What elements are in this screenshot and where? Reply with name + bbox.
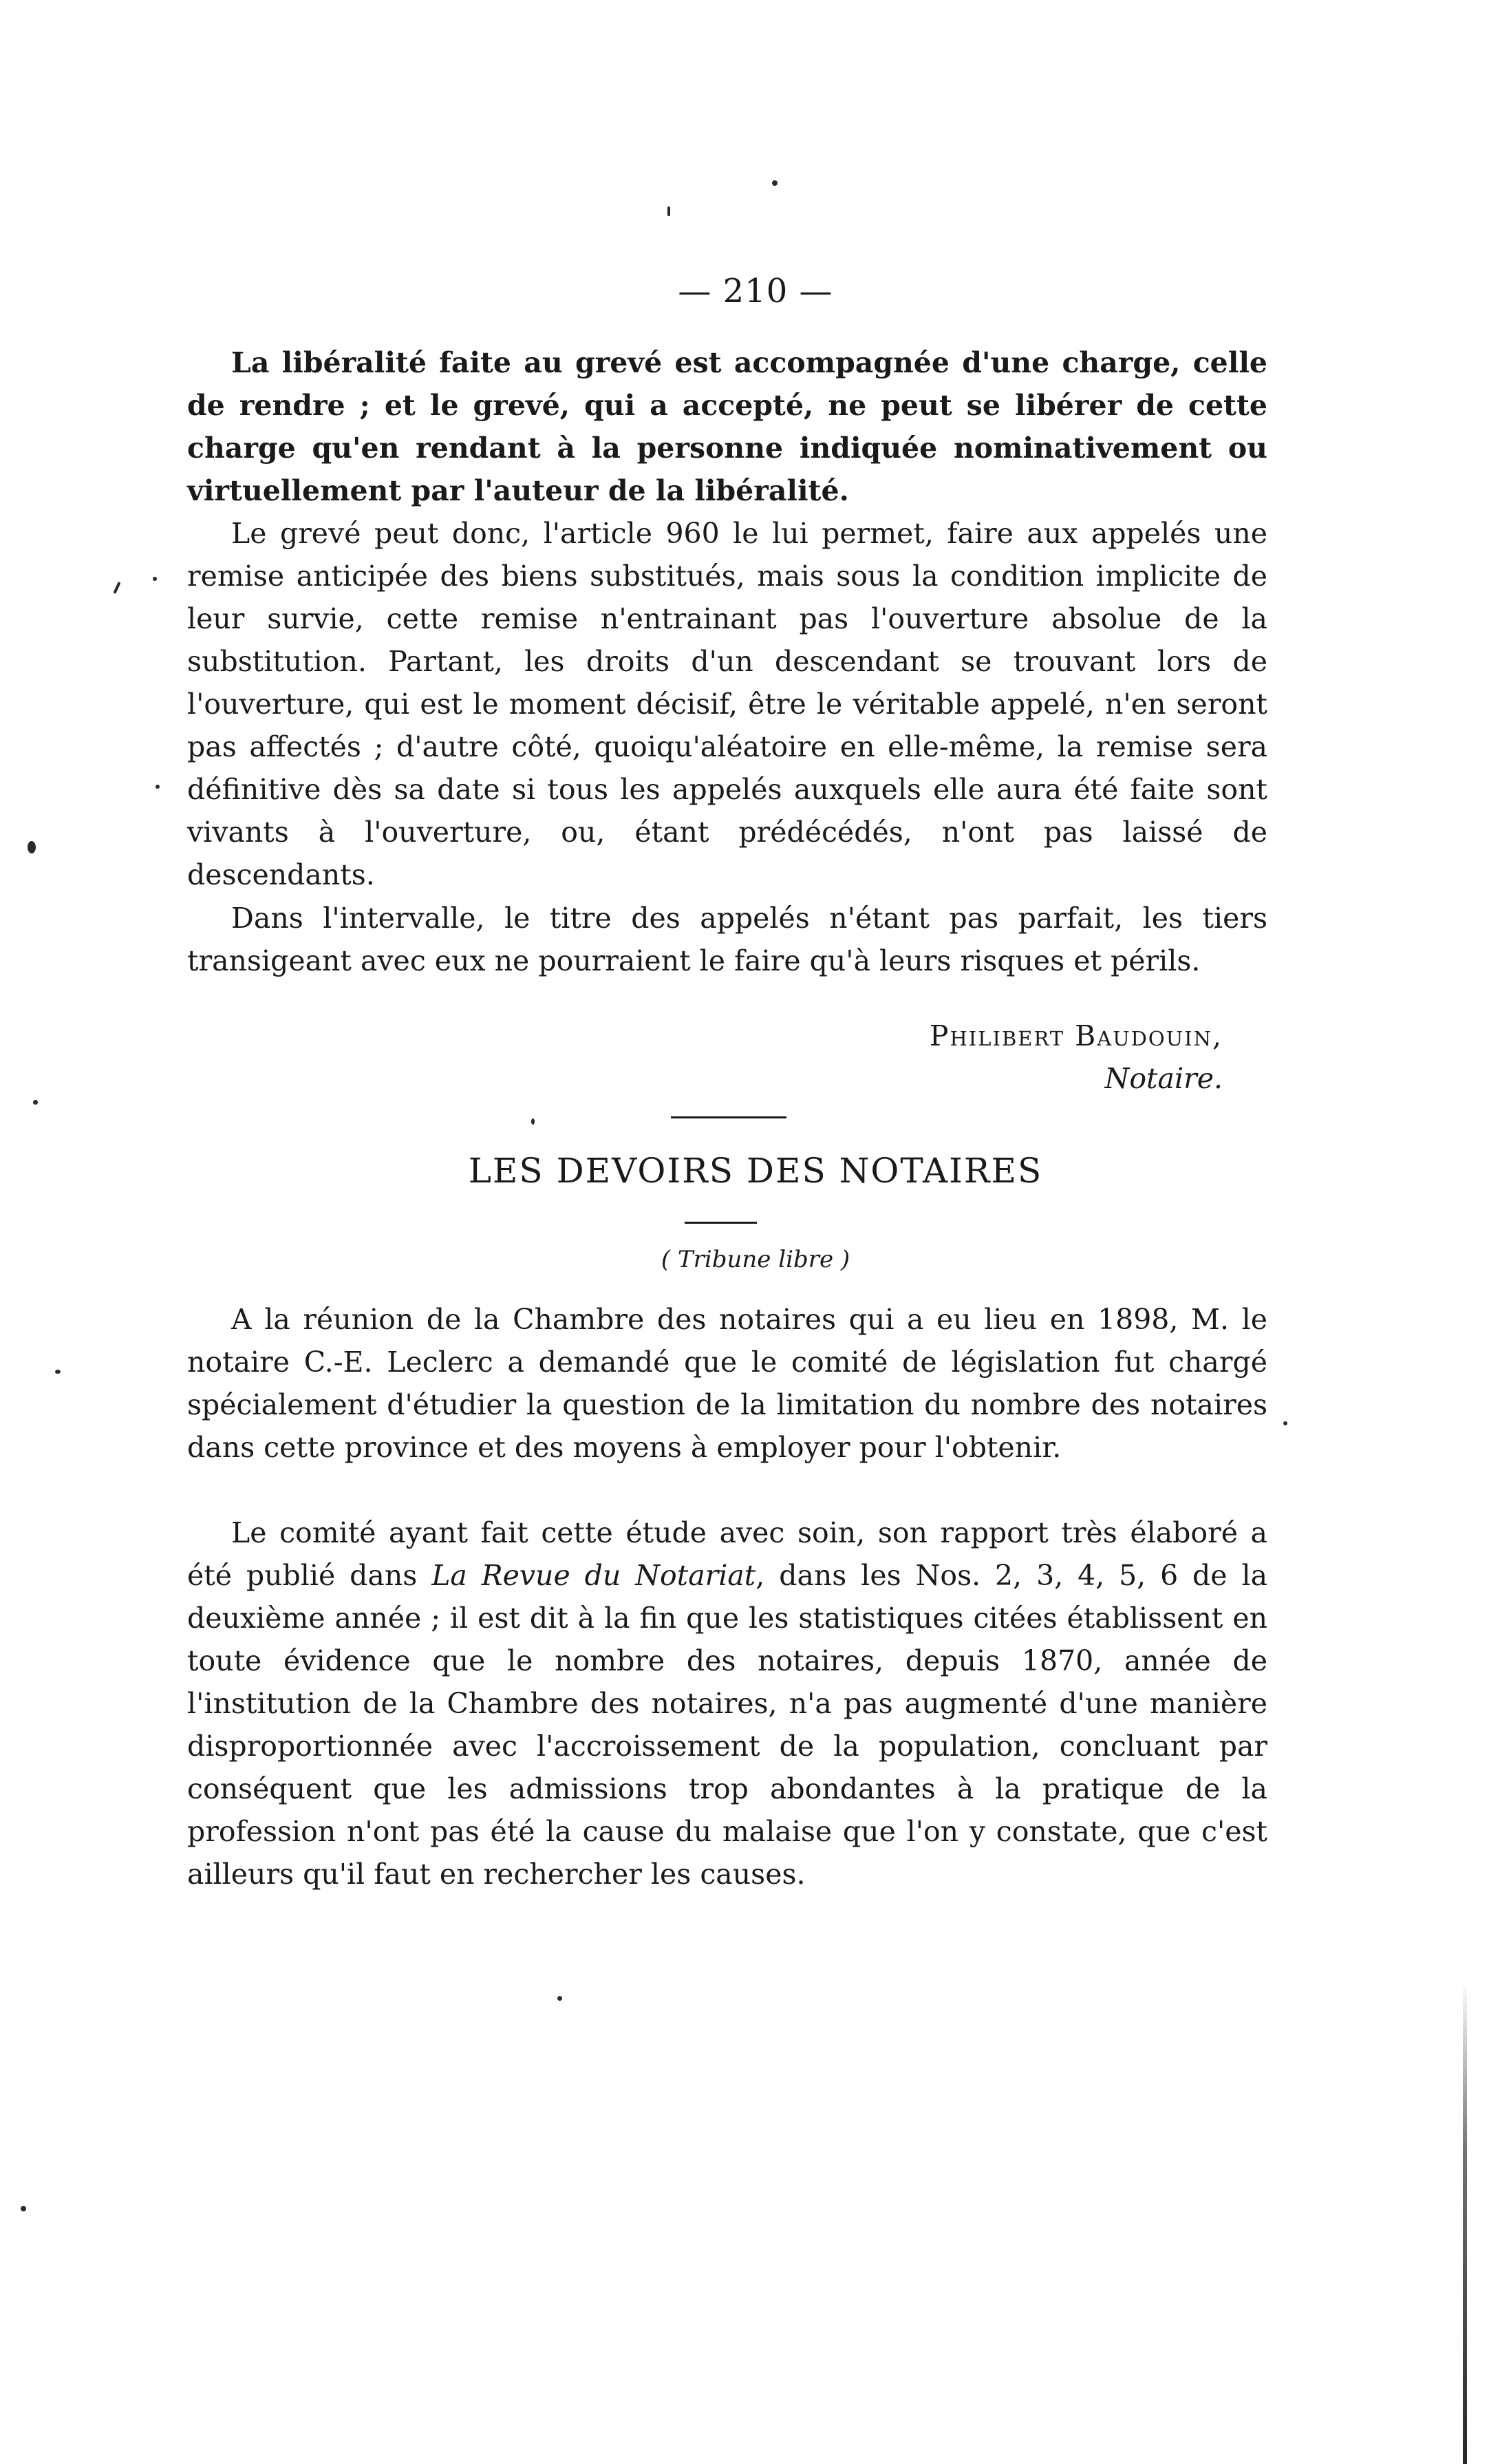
paragraph-liberalite: La libéralité faite au grevé est accompagnée d'une charge, celle de rendre ; et le grevé, qui a accepté, ne peut se libérer de cette charge qu'en rendant à la personne indiquée nominativement ou virtuellement par l'auteur de la libéralité. bbox=[187, 346, 1267, 507]
scan-speck bbox=[55, 1370, 61, 1374]
signature-block bbox=[187, 1015, 1223, 1100]
paragraph-intervalle: Dans l'intervalle, le titre des appelés n'étant pas parfait, les tiers transigeant avec eux ne pourraient le faire qu'à leurs risques et périls. bbox=[187, 902, 1267, 977]
scan-speck bbox=[531, 1118, 535, 1125]
paragraph-comite-end: , dans les Nos. 2, 3, 4, 5, 6 de la deuxième année ; il est dit à la fin que les statistiques citées établissent en toute évidence que le nombre des notaires, depuis 1870, année de l'institution de la Chambre des notaires, n'a pas augmenté d'une manière disproportionnée avec l'accroissement de la population, concluant par conséquent que les admissions trop abondantes à la pratique de la profession n'ont pas été la cause du malaise que l'on y constate, que c'est ailleurs qu'il faut en rechercher les causes. bbox=[187, 1559, 1268, 1891]
scan-speck bbox=[153, 577, 157, 581]
scan-speck bbox=[113, 582, 120, 594]
scan-speck bbox=[1283, 1421, 1287, 1425]
signature-title: Notaire. bbox=[1104, 1062, 1223, 1095]
journal-title: La Revue du Notariat bbox=[431, 1559, 756, 1592]
scan-speck bbox=[156, 785, 160, 789]
article-subheading: ( Tribune libre ) bbox=[661, 1246, 850, 1273]
scan-edge-shadow bbox=[1463, 1982, 1467, 2464]
scan-speck bbox=[33, 1100, 38, 1105]
signature-name: Philibert Baudouin, bbox=[929, 1019, 1223, 1052]
scan-speck bbox=[667, 206, 670, 216]
scan-speck bbox=[772, 180, 778, 186]
paragraph-reunion: A la réunion de la Chambre des notaires qui a eu lieu en 1898, M. le notaire C.-E. Leclerc a demandé que le comité de législation fut chargé spécialement d'étudier la question de la limitation du nombre des notaires dans cette province et des moyens à employer pour l'obtenir. bbox=[187, 1303, 1267, 1464]
article-heading: LES DEVOIRS DES NOTAIRES bbox=[468, 1151, 1043, 1191]
paragraph-comite-start: Le comité ayant fait cette étude avec soin, son rapport très élaboré a été publié dans bbox=[187, 1516, 1267, 1592]
scan-speck bbox=[28, 841, 36, 853]
section-divider bbox=[671, 1116, 786, 1118]
page-number: — 210 — bbox=[678, 272, 833, 310]
scan-speck bbox=[557, 1996, 562, 2001]
scan-speck bbox=[21, 2206, 26, 2211]
paragraph-comite bbox=[187, 1511, 1267, 1895]
heading-underline bbox=[685, 1222, 757, 1224]
paragraph-greve: Le grevé peut donc, l'article 960 le lui permet, faire aux appelés une remise anticipée des biens substitués, mais sous la condition implicite de leur survie, cette remise n'entrainant pas l'ouverture absolue de la substitution. Partant, les droits d'un descendant se trouvant lors de l'ouverture, qui est le moment décisif, être le véritable appelé, n'en seront pas affectés ; d'autre côté, quoiqu'aléatoire en elle-même, la remise sera définitive dès sa date si tous les appelés auxquels elle aura été faite sont vivants à l'ouverture, ou, étant prédécédés, n'ont pas laissé de descendants. bbox=[187, 517, 1267, 891]
